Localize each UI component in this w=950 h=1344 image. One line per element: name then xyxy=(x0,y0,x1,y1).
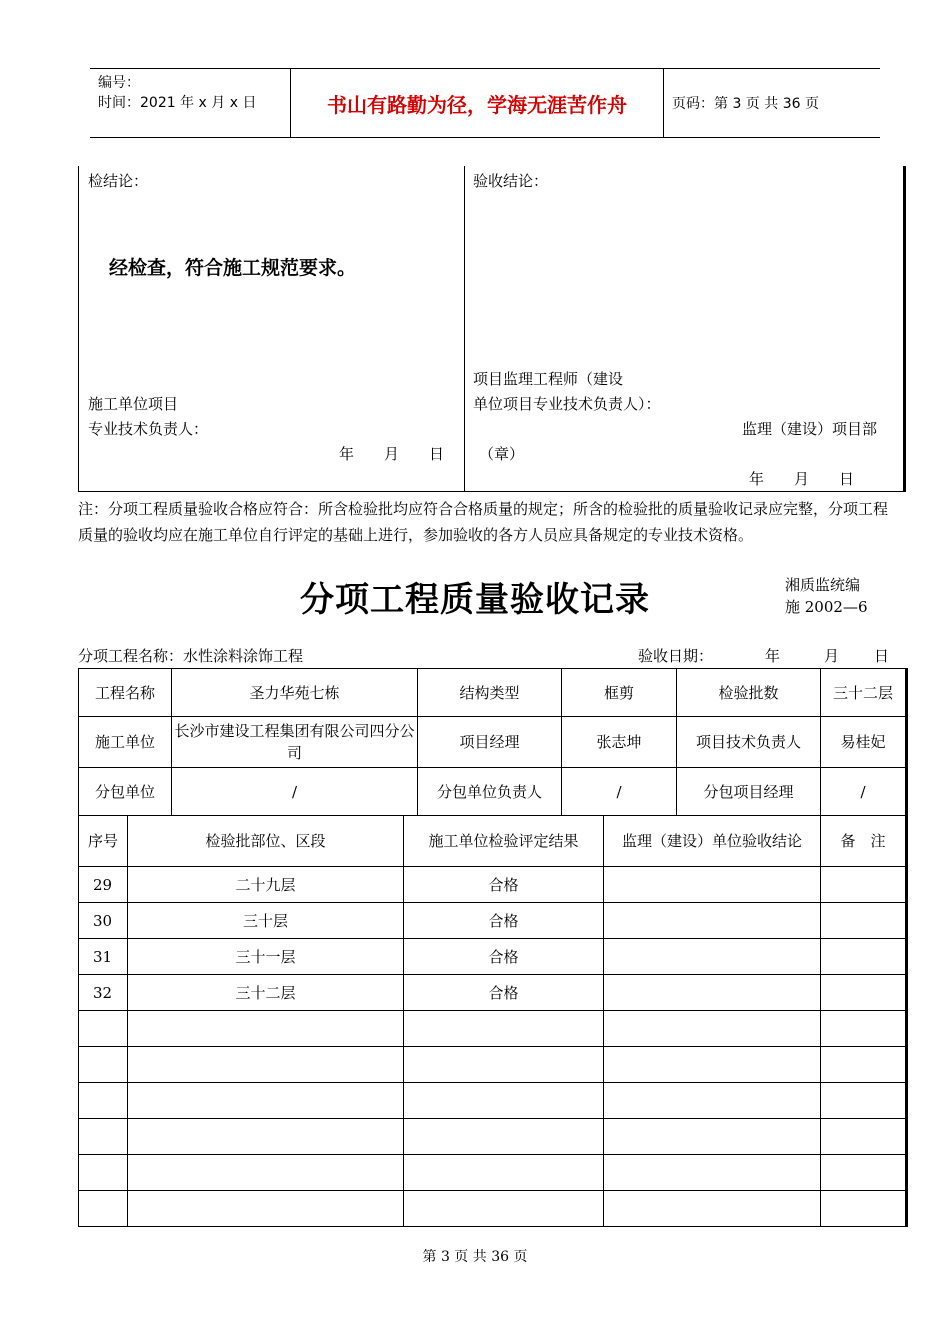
table-row xyxy=(79,669,907,717)
table-cell xyxy=(128,1011,404,1047)
subproject-name: 分项工程名称：水性涂料涂饰工程 xyxy=(78,647,304,665)
check-conclusion-text: 经检查，符合施工规范要求。 xyxy=(109,257,357,279)
table-cell xyxy=(604,1083,821,1119)
table-row xyxy=(79,1119,907,1155)
table-cell: 分包单位负责人 xyxy=(418,768,562,816)
table-cell xyxy=(821,1011,907,1047)
table-cell: 项目技术负责人 xyxy=(677,717,821,768)
table-cell xyxy=(604,867,821,903)
table-cell: 合格 xyxy=(404,903,604,939)
right-org: 监理（建设）项目部 xyxy=(742,420,878,438)
table-row xyxy=(79,867,907,903)
table-row xyxy=(79,903,907,939)
table-cell: 分包单位 xyxy=(79,768,172,816)
table-cell: 三十层 xyxy=(128,903,404,939)
accept-date-label: 验收日期： xyxy=(638,647,714,665)
date-month: 月 xyxy=(824,647,840,665)
table-cell xyxy=(821,939,907,975)
time-label: 时间：2021 年 x 月 x 日 xyxy=(98,95,257,111)
column-header-result: 施工单位检验评定结果 xyxy=(404,816,604,867)
batch-table xyxy=(78,815,908,1227)
header-page-number: 页码：第 3 页 共 36 页 xyxy=(672,96,819,112)
table-cell xyxy=(128,1155,404,1191)
table-cell xyxy=(604,1047,821,1083)
left-sign-line-1: 施工单位项目 xyxy=(88,395,179,413)
table-row xyxy=(79,939,907,975)
table-cell xyxy=(128,1083,404,1119)
table-cell xyxy=(821,1083,907,1119)
table-cell: 结构类型 xyxy=(418,669,562,717)
table-cell: 三十二层 xyxy=(821,669,907,717)
form-title: 分项工程质量验收记录 xyxy=(300,580,650,620)
right-sign-line-1: 项目监理工程师（建设 xyxy=(473,370,624,388)
table-cell xyxy=(821,1119,907,1155)
table-cell: 29 xyxy=(79,867,128,903)
table-row xyxy=(79,975,907,1011)
header-left xyxy=(90,69,290,137)
table-cell xyxy=(79,1119,128,1155)
conclusion-box xyxy=(78,166,906,492)
column-header-conclusion: 监理（建设）单位验收结论 xyxy=(604,816,821,867)
table-cell: 框剪 xyxy=(562,669,677,717)
table-cell xyxy=(821,1047,907,1083)
table-cell xyxy=(604,1155,821,1191)
table-cell xyxy=(604,903,821,939)
table-cell xyxy=(604,939,821,975)
table-cell: 三十二层 xyxy=(128,975,404,1011)
standard-code-line-2: 施 2002—6 xyxy=(785,598,868,616)
project-info-table xyxy=(78,668,908,816)
table-cell xyxy=(79,1191,128,1227)
table-cell xyxy=(79,1011,128,1047)
table-cell xyxy=(821,867,907,903)
table-cell: 检验批数 xyxy=(677,669,821,717)
accept-conclusion-label: 验收结论： xyxy=(473,172,549,190)
table-row xyxy=(79,1011,907,1047)
table-cell xyxy=(79,1083,128,1119)
right-sign-line-2: 单位项目专业技术负责人）： xyxy=(473,395,661,413)
date-year: 年 xyxy=(765,647,781,665)
table-cell: 合格 xyxy=(404,939,604,975)
date-day: 日 xyxy=(874,647,890,665)
table-cell: 二十九层 xyxy=(128,867,404,903)
table-cell xyxy=(604,1119,821,1155)
table-cell: 32 xyxy=(79,975,128,1011)
table-cell xyxy=(404,1047,604,1083)
column-header-part: 检验批部位、区段 xyxy=(128,816,404,867)
table-cell xyxy=(604,1011,821,1047)
conclusion-divider xyxy=(464,166,465,491)
check-conclusion-label: 检结论： xyxy=(88,172,149,190)
table-cell xyxy=(128,1191,404,1227)
table-row xyxy=(79,1083,907,1119)
table-header-row xyxy=(79,816,907,867)
column-header-seq: 序号 xyxy=(79,816,128,867)
table-cell xyxy=(128,1119,404,1155)
code-label: 编号： xyxy=(98,75,140,91)
table-cell xyxy=(604,975,821,1011)
right-seal: （章） xyxy=(479,445,525,463)
column-header-remark: 备 注 xyxy=(821,816,907,867)
table-cell: 施工单位 xyxy=(79,717,172,768)
standard-code-line-1: 湘质监统编 xyxy=(785,576,861,594)
left-date: 年 月 日 xyxy=(339,445,445,463)
table-cell xyxy=(404,1083,604,1119)
table-cell xyxy=(404,1155,604,1191)
table-cell: 张志坤 xyxy=(562,717,677,768)
table-cell: 30 xyxy=(79,903,128,939)
table-cell: 项目经理 xyxy=(418,717,562,768)
table-cell: 三十一层 xyxy=(128,939,404,975)
table-cell: 合格 xyxy=(404,867,604,903)
table-cell: / xyxy=(172,768,418,816)
table-cell: 合格 xyxy=(404,975,604,1011)
table-cell: 31 xyxy=(79,939,128,975)
table-cell xyxy=(821,1191,907,1227)
page-header xyxy=(90,68,880,138)
table-cell xyxy=(604,1191,821,1227)
table-cell xyxy=(404,1011,604,1047)
table-cell: 长沙市建设工程集团有限公司四分公司 xyxy=(172,717,418,768)
table-row xyxy=(79,717,907,768)
table-cell xyxy=(79,1155,128,1191)
table-cell: 分包项目经理 xyxy=(677,768,821,816)
header-slogan: 书山有路勤为径，学海无涯苦作舟 xyxy=(290,69,664,137)
table-cell xyxy=(821,1155,907,1191)
table-cell xyxy=(128,1047,404,1083)
table-cell: 工程名称 xyxy=(79,669,172,717)
table-cell: / xyxy=(821,768,907,816)
table-cell xyxy=(404,1119,604,1155)
table-cell: 圣力华苑七栋 xyxy=(172,669,418,717)
table-cell: / xyxy=(562,768,677,816)
right-date: 年 月 日 xyxy=(749,470,855,488)
table-row xyxy=(79,1047,907,1083)
table-cell: 易桂妃 xyxy=(821,717,907,768)
table-cell xyxy=(821,903,907,939)
table-row xyxy=(79,1191,907,1227)
note-text: 注：分项工程质量验收合格应符合：所含检验批均应符合合格质量的规定；所含的检验批的质量验收记录应完整，分项工程质量的验收均应在施工单位自行评定的基础上进行，参加验收的各方人员应具备规定的专业技术资格。 xyxy=(78,500,889,544)
table-cell xyxy=(404,1191,604,1227)
left-sign-line-2: 专业技术负责人： xyxy=(88,420,209,438)
table-cell xyxy=(79,1047,128,1083)
table-cell xyxy=(821,975,907,1011)
table-row xyxy=(79,768,907,816)
table-row xyxy=(79,1155,907,1191)
page-footer: 第 3 页 共 36 页 xyxy=(422,1249,528,1265)
standard-code xyxy=(785,574,868,618)
